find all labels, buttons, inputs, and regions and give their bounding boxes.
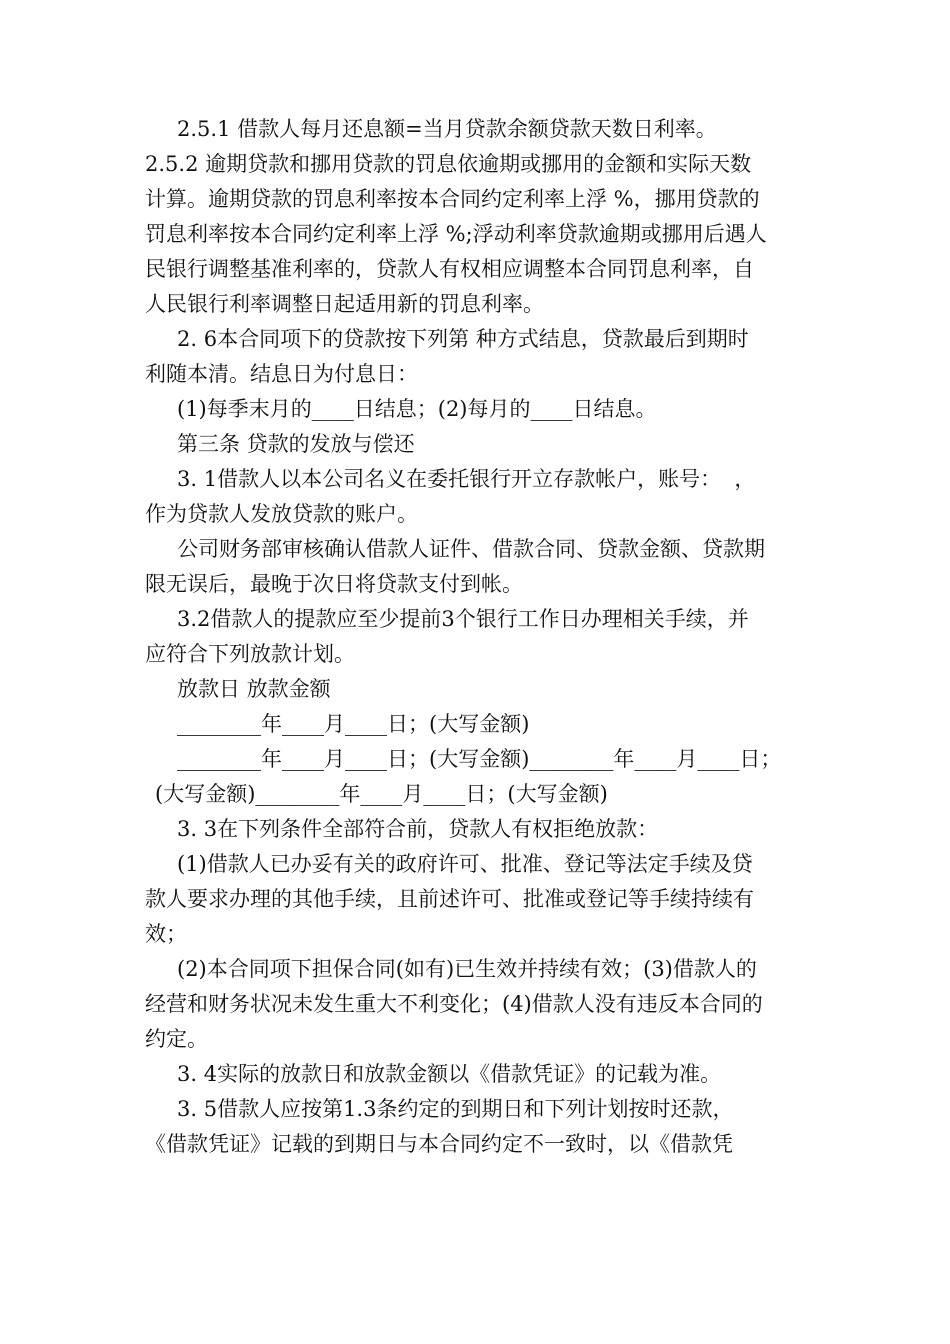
text-line: 款人要求办理的其他手续，且前述许可、批准或登记等手续持续有 bbox=[145, 887, 754, 911]
text-line: 经营和财务状况未发生重大不利变化；(4)借款人没有违反本合同的 bbox=[145, 992, 763, 1016]
text-line: 应符合下列放款计划。 bbox=[145, 642, 355, 666]
text-line: 效； bbox=[145, 922, 187, 946]
text-line: 利随本清。结息日为付息日： bbox=[145, 362, 418, 386]
text-line: 3.2借款人的提款应至少提前3个银行工作日办理相关手续，并 bbox=[177, 607, 749, 631]
section-heading: 第三条 贷款的发放与偿还 bbox=[177, 432, 415, 456]
text-line: (2)本合同项下担保合同(如有)已生效并持续有效；(3)借款人的 bbox=[177, 957, 757, 981]
text-line: ________年____月____日；(大写金额)________年____月____日； bbox=[177, 747, 782, 771]
text-line: 3. 3在下列条件全部符合前，贷款人有权拒绝放款： bbox=[177, 817, 659, 841]
text-line: (1)每季末月的____日结息；(2)每月的____日结息。 bbox=[177, 397, 657, 421]
text-line: 限无误后，最晚于次日将贷款支付到帐。 bbox=[145, 572, 523, 596]
text-line: 约定。 bbox=[145, 1027, 208, 1051]
text-line: 人民银行利率调整日起适用新的罚息利率。 bbox=[145, 292, 544, 316]
document-body bbox=[145, 112, 817, 1162]
text-line: 2.5.2 逾期贷款和挪用贷款的罚息依逾期或挪用的金额和实际天数 bbox=[145, 152, 752, 176]
text-line: 罚息利率按本合同约定利率上浮 %;浮动利率贷款逾期或挪用后遇人 bbox=[145, 222, 767, 246]
text-line: (大写金额)________年____月____日；(大写金额) bbox=[155, 782, 608, 806]
text-line: 3. 4实际的放款日和放款金额以《借款凭证》的记载为准。 bbox=[177, 1062, 722, 1086]
text-line: 放款日 放款金额 bbox=[177, 677, 331, 701]
text-line: 计算。逾期贷款的罚息利率按本合同约定利率上浮 %，挪用贷款的 bbox=[145, 187, 760, 211]
text-line: 2. 6本合同项下的贷款按下列第 种方式结息，贷款最后到期时 bbox=[177, 327, 749, 351]
text-line: 民银行调整基准利率的，贷款人有权相应调整本合同罚息利率，自 bbox=[145, 257, 754, 281]
text-line: 3. 5借款人应按第1.3条约定的到期日和下列计划按时还款， bbox=[177, 1097, 734, 1121]
text-line: 2.5.1 借款人每月还息额=当月贷款余额贷款天数日利率。 bbox=[177, 117, 717, 141]
text-line: (1)借款人已办妥有关的政府许可、批准、登记等法定手续及贷 bbox=[177, 852, 753, 876]
text-line: 公司财务部审核确认借款人证件、借款合同、贷款金额、贷款期 bbox=[177, 537, 765, 561]
text-line: 3. 1借款人以本公司名义在委托银行开立存款帐户，账号： ， bbox=[177, 467, 756, 491]
text-line: ________年____月____日；(大写金额) bbox=[177, 712, 530, 736]
text-line: 作为贷款人发放贷款的账户。 bbox=[145, 502, 418, 526]
text-line: 《借款凭证》记载的到期日与本合同约定不一致时，以《借款凭 bbox=[145, 1132, 733, 1156]
